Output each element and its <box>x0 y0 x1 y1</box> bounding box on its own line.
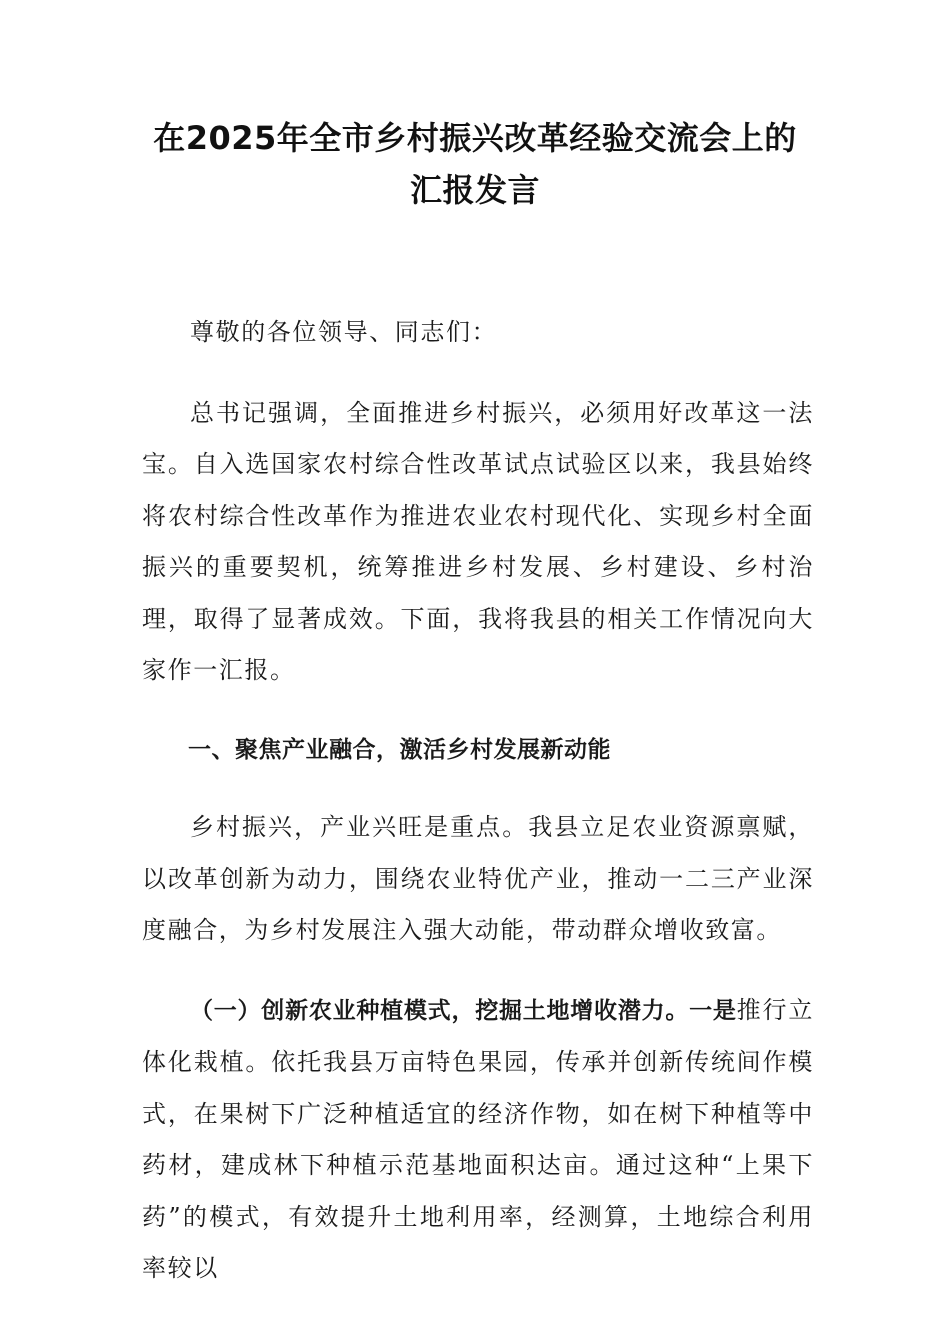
title-line-1: 在2025年全市乡村振兴改革经验交流会上的 <box>153 119 797 157</box>
document-title <box>100 112 850 216</box>
subsection-1-paragraph <box>142 985 814 1295</box>
subsection-1-heading: （一）创新农业种植模式，挖掘土地增收潜力。 <box>190 997 690 1024</box>
subsection-1-text: 推行立体化栽植。依托我县万亩特色果园，传承并创新传统间作模式，在果树下广泛种植适宜的经济作物，如在树下种植等中药材，建成林下种植示范基地面积达亩。通过这种“上果下药”的模式，有效提升土地利用率，经测算，土地综合利用率较以 <box>142 995 815 1282</box>
section-1-heading: 一、聚焦产业融合，激活乡村发展新动能 <box>188 736 611 763</box>
title-line-2: 汇报发言 <box>409 171 540 209</box>
document-body <box>142 307 814 1323</box>
greeting-paragraph: 尊敬的各位领导、同志们： <box>190 318 498 346</box>
subsection-1-lead: 一是 <box>689 997 737 1024</box>
intro-paragraph: 总书记强调，全面推进乡村振兴，必须用好改革这一法宝。自入选国家农村综合性改革试点试验区以来，我县始终将农村综合性改革作为推进农业农村现代化、实现乡村全面振兴的重要契机，统筹推进乡村发展、乡村建设、乡村治理，取得了显著成效。下面，我将我县的相关工作情况向大家作一汇报。 <box>142 398 814 684</box>
section-1-paragraph: 乡村振兴，产业兴旺是重点。我县立足农业资源禀赋，以改革创新为动力，围绕农业特优产业，推动一二三产业深度融合，为乡村发展注入强大动能，带动群众增收致富。 <box>142 813 814 944</box>
